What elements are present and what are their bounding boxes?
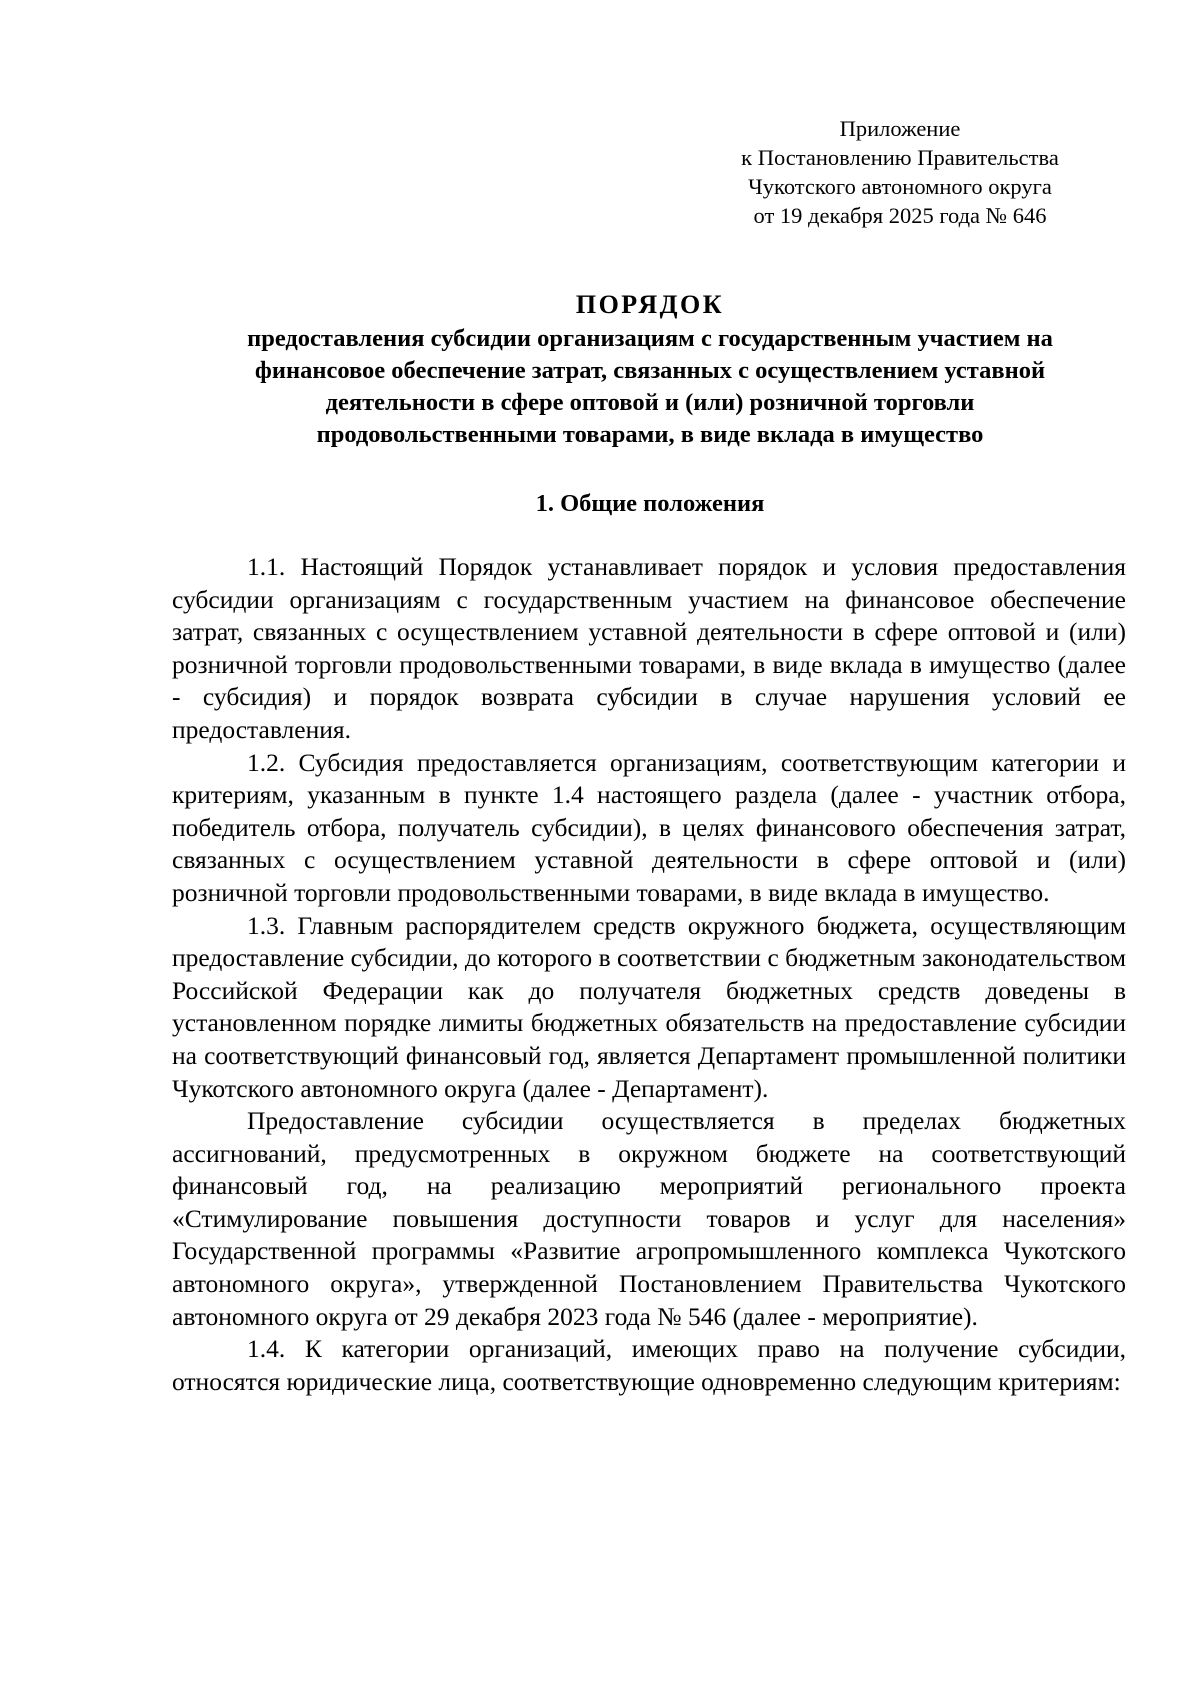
document-title-block: [100, 289, 1200, 451]
paragraph-1-3: 1.3. Главным распорядителем средств окружного бюджета, осуществляющим предоставление субсидии, до которого в соответствии с бюджетным законодательством Российской Федерации как до получателя бюджетных средств доведены в установленном порядке лимиты бюджетных обязательств на предоставление субсидии на соответствующий финансовый год, является Департамент промышленной политики Чукотского автономного округа (далее - Департамент).: [172, 910, 1126, 1103]
document-subtitle-line: предоставления субсидии организациям с государственным участием на: [247, 325, 1053, 352]
appendix-line: от 19 декабря 2025 года № 646: [753, 203, 1047, 228]
appendix-line: Приложение: [839, 116, 961, 141]
paragraph-1-2: 1.2. Субсидия предоставляется организациям, соответствующим категории и критериям, указанным в пункте 1.4 настоящего раздела (далее - участник отбора, победитель отбора, получатель субсидии), в целях финансового обеспечения затрат, связанных с осуществлением уставной деятельности в сфере оптовой и (или) розничной торговли продовольственными товарами, в виде вклада в имущество.: [172, 747, 1126, 907]
paragraph-1-3-continued: Предоставление субсидии осуществляется в пределах бюджетных ассигнований, предусмотренных в окружном бюджете на соответствующий финансовый год, на реализацию мероприятий регионального проекта «Стимулирование повышения доступности товаров и услуг для населения» Государственной программы «Развитие агропромышленного комплекса Чукотского автономного округа», утвержденной Постановлением Правительства Чукотского автономного округа от 29 декабря 2023 года № 546 (далее - мероприятие).: [172, 1106, 1126, 1331]
appendix-line: к Постановлению Правительства: [741, 145, 1059, 170]
document-title: ПОРЯДОК: [575, 290, 725, 319]
appendix-note: [720, 114, 1080, 230]
document-subtitle-line: продовольственными товарами, в виде вклада в имущество: [316, 421, 984, 448]
document-subtitle-line: финансовое обеспечение затрат, связанных с осуществлением уставной: [254, 357, 1046, 384]
paragraph-1-1: 1.1. Настоящий Порядок устанавливает порядок и условия предоставления субсидии организациям с государственным участием на финансовое обеспечение затрат, связанных с осуществлением уставной деятельности в сфере оптовой и (или) розничной торговли продовольственными товарами, в виде вклада в имущество (далее - субсидия) и порядок возврата субсидии в случае нарушения условий ее предоставления.: [172, 552, 1126, 744]
section-heading: 1. Общие положения: [535, 490, 765, 517]
paragraph-1-4: 1.4. К категории организаций, имеющих право на получение субсидии, относятся юридические лица, соответствующие одновременно следующим критериям:: [172, 1334, 1126, 1396]
document-subtitle-line: деятельности в сфере оптовой и (или) розничной торговли: [325, 389, 975, 416]
appendix-line: Чукотского автономного округа: [748, 174, 1052, 199]
document-body: [172, 551, 1126, 1398]
